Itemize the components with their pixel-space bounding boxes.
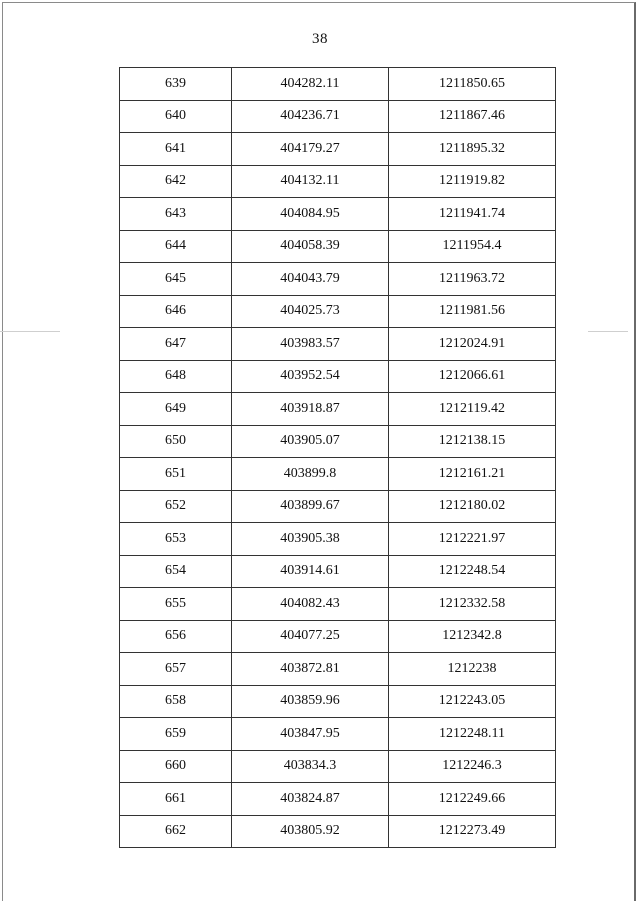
y-coordinate-cell: 1212238 bbox=[389, 653, 556, 686]
x-coordinate-cell: 403918.87 bbox=[232, 393, 389, 426]
x-coordinate-cell: 403859.96 bbox=[232, 685, 389, 718]
x-coordinate-cell: 404082.43 bbox=[232, 588, 389, 621]
table-row bbox=[120, 68, 556, 101]
y-coordinate-cell: 1212161.21 bbox=[389, 458, 556, 491]
point-number-cell: 648 bbox=[120, 360, 232, 393]
point-number-cell: 643 bbox=[120, 198, 232, 231]
x-coordinate-cell: 403847.95 bbox=[232, 718, 389, 751]
x-coordinate-cell: 404025.73 bbox=[232, 295, 389, 328]
x-coordinate-cell: 403834.3 bbox=[232, 750, 389, 783]
x-coordinate-cell: 403905.38 bbox=[232, 523, 389, 556]
x-coordinate-cell: 403914.61 bbox=[232, 555, 389, 588]
x-coordinate-cell: 403899.8 bbox=[232, 458, 389, 491]
table-row bbox=[120, 815, 556, 848]
x-coordinate-cell: 403805.92 bbox=[232, 815, 389, 848]
x-coordinate-cell: 404236.71 bbox=[232, 100, 389, 133]
x-coordinate-cell: 403824.87 bbox=[232, 783, 389, 816]
y-coordinate-cell: 1211954.4 bbox=[389, 230, 556, 263]
y-coordinate-cell: 1211981.56 bbox=[389, 295, 556, 328]
table-row bbox=[120, 328, 556, 361]
x-coordinate-cell: 403952.54 bbox=[232, 360, 389, 393]
y-coordinate-cell: 1212024.91 bbox=[389, 328, 556, 361]
y-coordinate-cell: 1212180.02 bbox=[389, 490, 556, 523]
coordinates-table-body bbox=[120, 68, 556, 848]
table-row bbox=[120, 100, 556, 133]
table-row bbox=[120, 425, 556, 458]
y-coordinate-cell: 1211941.74 bbox=[389, 198, 556, 231]
y-coordinate-cell: 1212066.61 bbox=[389, 360, 556, 393]
scan-mark-right bbox=[588, 331, 628, 332]
x-coordinate-cell: 404058.39 bbox=[232, 230, 389, 263]
table-row bbox=[120, 783, 556, 816]
table-row bbox=[120, 490, 556, 523]
table-row bbox=[120, 555, 556, 588]
x-coordinate-cell: 403983.57 bbox=[232, 328, 389, 361]
table-row bbox=[120, 588, 556, 621]
point-number-cell: 654 bbox=[120, 555, 232, 588]
point-number-cell: 649 bbox=[120, 393, 232, 426]
x-coordinate-cell: 404077.25 bbox=[232, 620, 389, 653]
y-coordinate-cell: 1212332.58 bbox=[389, 588, 556, 621]
y-coordinate-cell: 1211963.72 bbox=[389, 263, 556, 296]
table-row bbox=[120, 620, 556, 653]
table-row bbox=[120, 750, 556, 783]
point-number-cell: 655 bbox=[120, 588, 232, 621]
x-coordinate-cell: 404043.79 bbox=[232, 263, 389, 296]
x-coordinate-cell: 403899.67 bbox=[232, 490, 389, 523]
x-coordinate-cell: 404084.95 bbox=[232, 198, 389, 231]
x-coordinate-cell: 404179.27 bbox=[232, 133, 389, 166]
point-number-cell: 653 bbox=[120, 523, 232, 556]
y-coordinate-cell: 1212246.3 bbox=[389, 750, 556, 783]
point-number-cell: 652 bbox=[120, 490, 232, 523]
point-number-cell: 656 bbox=[120, 620, 232, 653]
table-row bbox=[120, 393, 556, 426]
table-row bbox=[120, 360, 556, 393]
point-number-cell: 642 bbox=[120, 165, 232, 198]
point-number-cell: 659 bbox=[120, 718, 232, 751]
y-coordinate-cell: 1212221.97 bbox=[389, 523, 556, 556]
table-row bbox=[120, 230, 556, 263]
table-row bbox=[120, 653, 556, 686]
point-number-cell: 651 bbox=[120, 458, 232, 491]
point-number-cell: 646 bbox=[120, 295, 232, 328]
y-coordinate-cell: 1212248.54 bbox=[389, 555, 556, 588]
coordinates-table bbox=[119, 67, 556, 848]
point-number-cell: 645 bbox=[120, 263, 232, 296]
y-coordinate-cell: 1211895.32 bbox=[389, 133, 556, 166]
y-coordinate-cell: 1212119.42 bbox=[389, 393, 556, 426]
x-coordinate-cell: 404282.11 bbox=[232, 68, 389, 101]
y-coordinate-cell: 1212273.49 bbox=[389, 815, 556, 848]
point-number-cell: 658 bbox=[120, 685, 232, 718]
point-number-cell: 661 bbox=[120, 783, 232, 816]
y-coordinate-cell: 1211850.65 bbox=[389, 68, 556, 101]
table-row bbox=[120, 718, 556, 751]
table-row bbox=[120, 685, 556, 718]
table-row bbox=[120, 198, 556, 231]
table-row bbox=[120, 133, 556, 166]
point-number-cell: 660 bbox=[120, 750, 232, 783]
table-row bbox=[120, 458, 556, 491]
point-number-cell: 662 bbox=[120, 815, 232, 848]
y-coordinate-cell: 1212248.11 bbox=[389, 718, 556, 751]
page-number: 38 bbox=[312, 31, 328, 47]
point-number-cell: 647 bbox=[120, 328, 232, 361]
point-number-cell: 639 bbox=[120, 68, 232, 101]
point-number-cell: 641 bbox=[120, 133, 232, 166]
y-coordinate-cell: 1212138.15 bbox=[389, 425, 556, 458]
y-coordinate-cell: 1212249.66 bbox=[389, 783, 556, 816]
point-number-cell: 657 bbox=[120, 653, 232, 686]
y-coordinate-cell: 1212342.8 bbox=[389, 620, 556, 653]
table-row bbox=[120, 263, 556, 296]
y-coordinate-cell: 1211867.46 bbox=[389, 100, 556, 133]
scan-mark-left bbox=[0, 331, 60, 332]
table-row bbox=[120, 295, 556, 328]
table-row bbox=[120, 165, 556, 198]
x-coordinate-cell: 403905.07 bbox=[232, 425, 389, 458]
x-coordinate-cell: 403872.81 bbox=[232, 653, 389, 686]
point-number-cell: 640 bbox=[120, 100, 232, 133]
point-number-cell: 650 bbox=[120, 425, 232, 458]
y-coordinate-cell: 1211919.82 bbox=[389, 165, 556, 198]
y-coordinate-cell: 1212243.05 bbox=[389, 685, 556, 718]
x-coordinate-cell: 404132.11 bbox=[232, 165, 389, 198]
table-row bbox=[120, 523, 556, 556]
point-number-cell: 644 bbox=[120, 230, 232, 263]
